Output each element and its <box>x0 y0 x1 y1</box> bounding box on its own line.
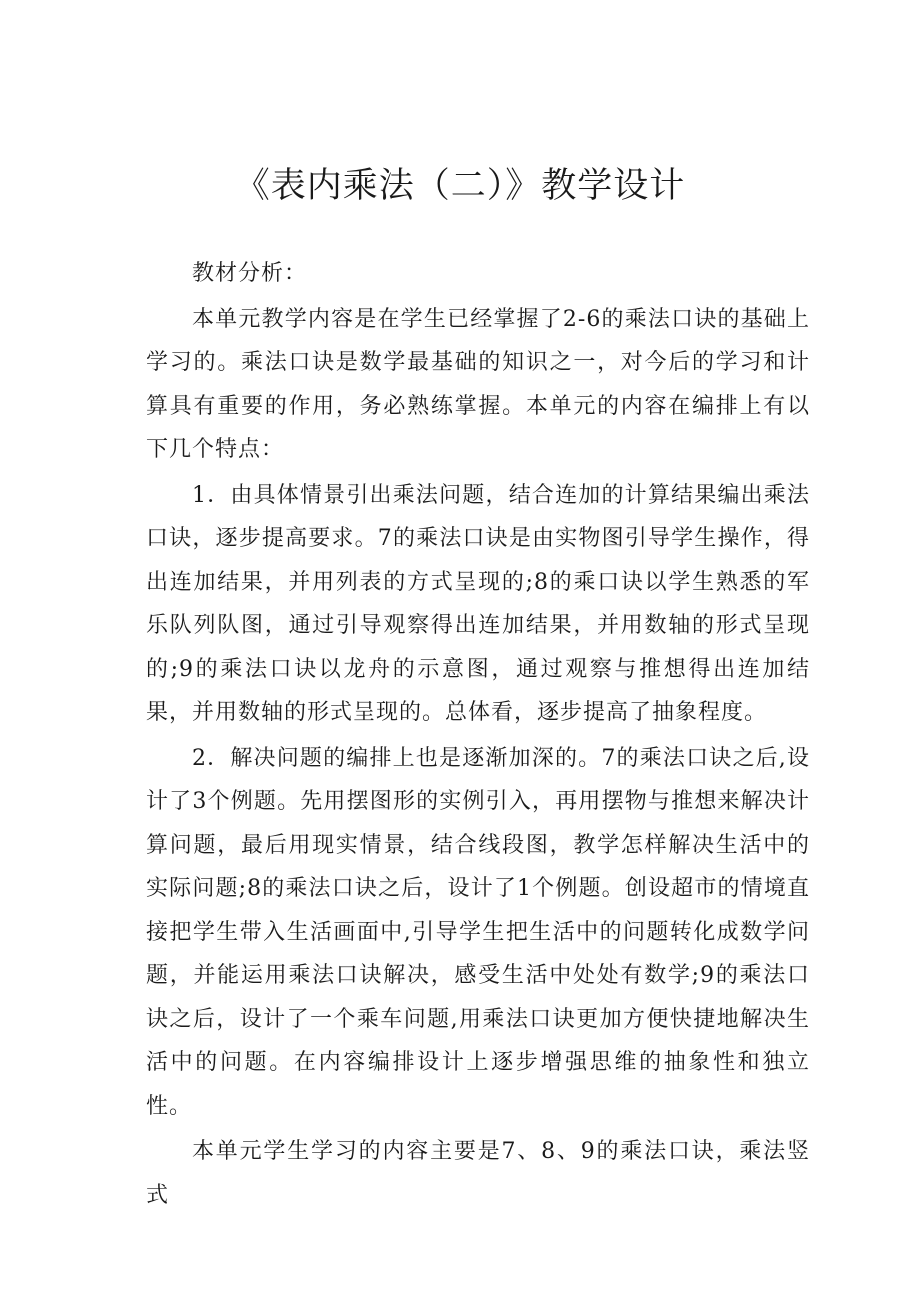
section-heading-textbook-analysis: 教材分析： <box>192 261 308 286</box>
paragraph-feature-2: 2．解决问题的编排上也是逐渐加深的。7的乘法口诀之后,设计了3个例题。先用摆图形的实例引入，再用摆物与推想来解决计算问题，最后用现实情景，结合线段图，教学怎样解决生活中的实际问题;8的乘法口诀之后，设计了1个例题。创设超市的情境直接把学生带入生活画面中,引导学生把生活中的问题转化成数学问题，并能运用乘法口诀解决，感受生活中处处有数学;9的乘法口诀之后，设计了一个乘车问题,用乘法口诀更加方便快捷地解决生活中的问题。在内容编排设计上逐步增强思维的抽象性和独立性。 <box>146 745 810 1119</box>
document-title: 《表内乘法（二）》教学设计 <box>234 166 686 206</box>
paragraph-unit-overview: 本单元教学内容是在学生已经掌握了2-6的乘法口诀的基础上学习的。乘法口诀是数学最基础的知识之一，对今后的学习和计算具有重要的作用，务必熟练掌握。本单元的内容在编排上有以下几个特点： <box>146 306 810 462</box>
paragraph-unit-content: 本单元学生学习的内容主要是7、8、9的乘法口诀，乘法竖式 <box>146 1139 810 1208</box>
document-body <box>146 252 810 1219</box>
paragraph-feature-1: 1．由具体情景引出乘法问题，结合连加的计算结果编出乘法口诀，逐步提高要求。7的乘法口诀是由实物图引导学生操作，得出连加结果，并用列表的方式呈现的;8的乘口诀以学生熟悉的军乐队列队图，通过引导观察得出连加结果，并用数轴的形式呈现的;9的乘法口诀以龙舟的示意图，通过观察与推想得出连加结果，并用数轴的形式呈现的。总体看，逐步提高了抽象程度。 <box>146 482 810 725</box>
